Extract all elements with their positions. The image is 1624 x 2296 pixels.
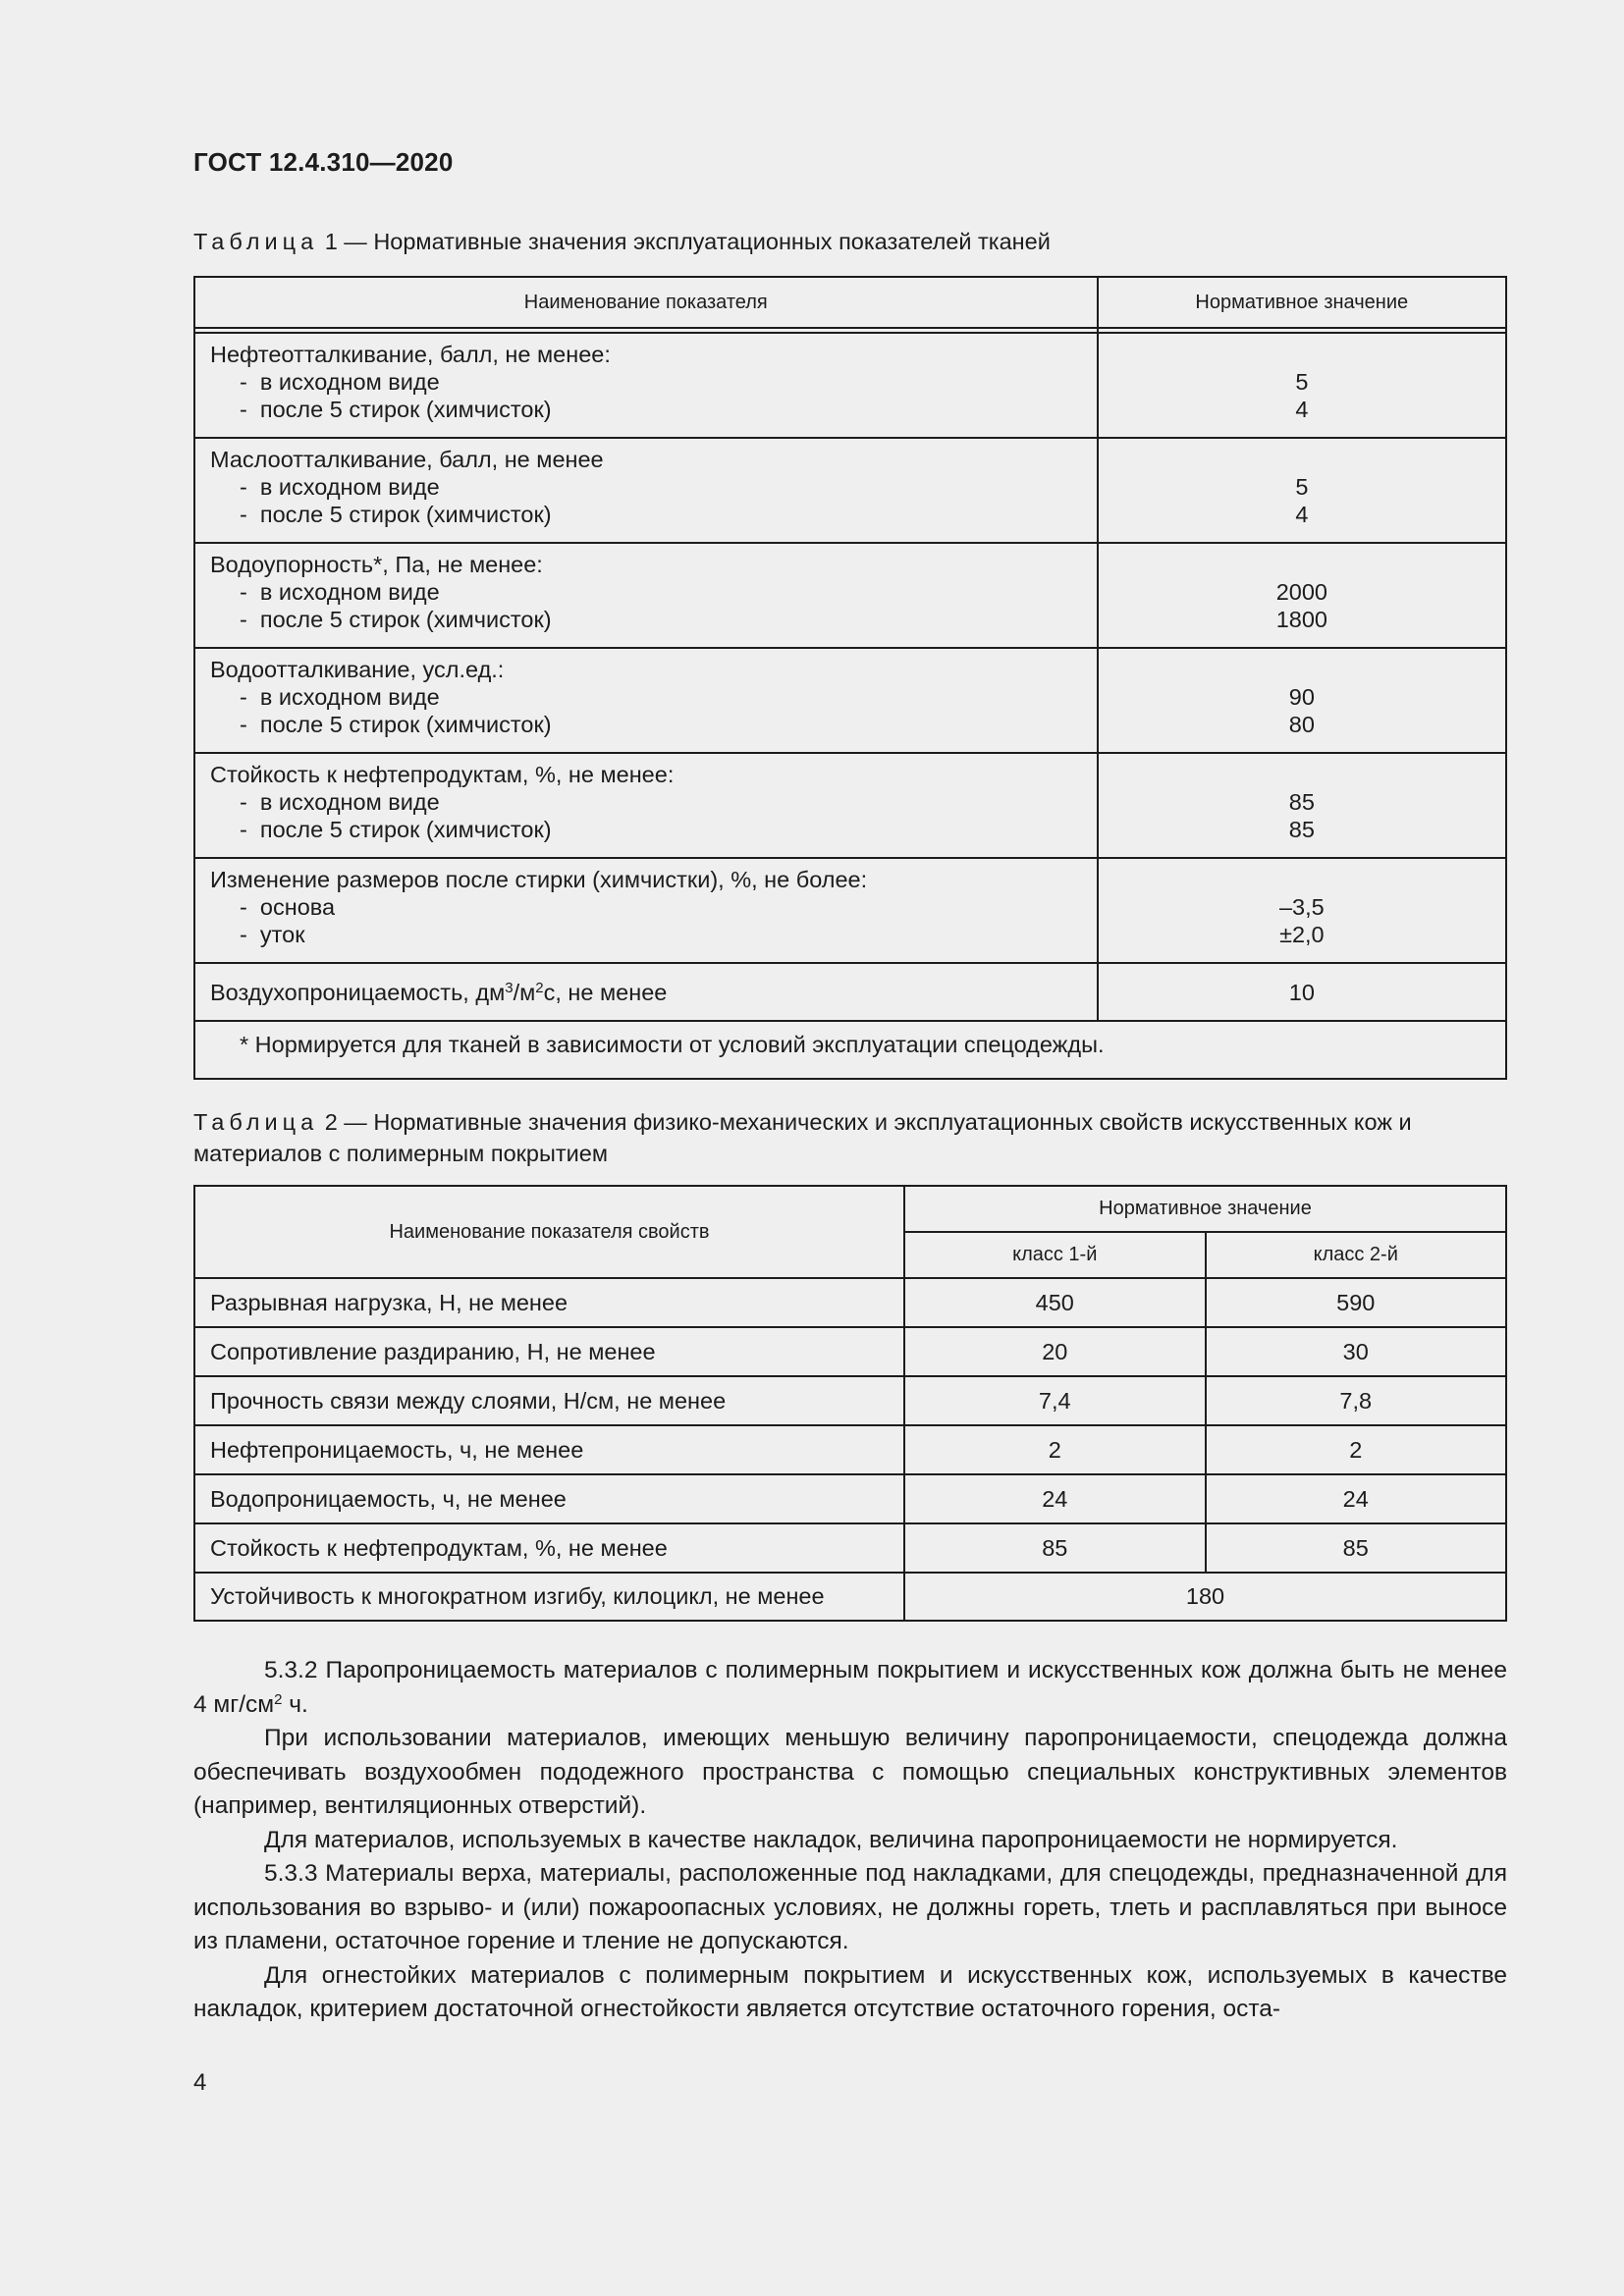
table1-row-value: 85 (1288, 817, 1315, 842)
table2-row-name: Нефтепроницаемость, ч, не менее (194, 1425, 904, 1474)
table1-row (194, 753, 1506, 858)
table1-row-values (1098, 648, 1506, 753)
table1-row-subitem: - в исходном виде (210, 788, 1083, 816)
table2-header-class1: класс 1-й (904, 1232, 1205, 1278)
paragraph-overlays: Для материалов, используемых в качестве накладок, величина паропроницаемости не нормируется. (264, 1826, 1398, 1853)
table1-row-subitem: - в исходном виде (210, 473, 1083, 501)
table1-row-subitem: - в исходном виде (210, 683, 1083, 711)
table2-row-class1: 24 (904, 1474, 1205, 1523)
table1-row-air: Воздухопроницаемость, $дм^3/м^2с$, не менее (194, 963, 1098, 1021)
paragraph-fire-resistant: Для огнестойких материалов с полимерным покрытием и искусственных кож, используемых в качестве накладок, критерием достаточной огнестойкости является отсутствие остаточного горения, оста- (193, 1961, 1507, 2022)
table1-row (194, 648, 1506, 753)
table2 (193, 1185, 1507, 1622)
table1-header-value: Нормативное значение (1098, 277, 1506, 328)
table1-row-name: Водоотталкивание, усл.ед.: - в исходном виде - после 5 стирок (химчисток) (194, 648, 1098, 753)
paragraph-5-3-3: 5.3.3 Материалы верха, материалы, расположенные под накладками, для спецодежды, предназначенной для использования во взрыво- и (или) пожароопасных условиях, не должны гореть, тлеть и расплавляться при выносе из пламени, остаточное горение и тление не допускаются. (193, 1860, 1507, 1954)
table1-row (194, 333, 1506, 438)
table1-row-name: Стойкость к нефтепродуктам, %, не менее: - в исходном виде - после 5 стирок (химчисток) (194, 753, 1098, 858)
table2-last-row-name: Устойчивость к многократном изгибу, килоцикл, не менее (194, 1573, 904, 1621)
table2-row-name: Прочность связи между слоями, Н/см, не менее (194, 1376, 904, 1425)
table1-row-subitem: - после 5 стирок (химчисток) (210, 396, 1083, 423)
table1-row-values (1098, 753, 1506, 858)
table1-row-value: 90 (1288, 684, 1315, 710)
paragraph-5-3-2: 5.3.2 Паропроницаемость материалов с полимерным покрытием и искусственных кож должна быть не менее 4 $мг/см^2$ ч. (193, 1657, 1507, 1718)
table1-row-value: ±2,0 (1279, 922, 1325, 947)
table2-row-class2: 24 (1206, 1474, 1507, 1523)
document-header: ГОСТ 12.4.310—2020 (193, 147, 454, 177)
table2-row (194, 1474, 1506, 1523)
table2-row (194, 1278, 1506, 1327)
table2-row-class1: 450 (904, 1278, 1205, 1327)
table2-caption (193, 1106, 1507, 1169)
table2-row (194, 1376, 1506, 1425)
table1-row-values (1098, 543, 1506, 648)
paragraph-vapor-low: При использовании материалов, имеющих меньшую величину паропроницаемости, спецодежда должна обеспечивать воздухообмен пододежного пространства с помощью специальных конструктивных элементов (например, вентиляционных отверстий). (193, 1725, 1507, 1819)
table1-caption-text: 1 — Нормативные значения эксплуатационных показателей тканей (324, 229, 1051, 254)
table2-header-name: Наименование показателя свойств (194, 1186, 904, 1278)
table1-row-name: Нефтеотталкивание, балл, не менее: - в исходном виде - после 5 стирок (химчисток) (194, 333, 1098, 438)
table1-row-values (1098, 438, 1506, 543)
body-text (193, 1654, 1507, 2027)
table1-row-name: Маслоотталкивание, балл, не менее - в исходном виде - после 5 стирок (химчисток) (194, 438, 1098, 543)
table2-header-class2: класс 2-й (1206, 1232, 1507, 1278)
table2-row-class2: 2 (1206, 1425, 1507, 1474)
table2-row-class2: 590 (1206, 1278, 1507, 1327)
table2-row (194, 1523, 1506, 1573)
table1-row-value: –3,5 (1278, 894, 1325, 920)
table2-row-name: Сопротивление раздиранию, Н, не менее (194, 1327, 904, 1376)
table1-body (193, 332, 1507, 1080)
table1-caption (193, 226, 1507, 257)
table2-row-class1: 85 (904, 1523, 1205, 1573)
page-number: 4 (193, 2069, 207, 2096)
table1-row-name: Водоупорность*, Па, не менее: - в исходном виде - после 5 стирок (химчисток) (194, 543, 1098, 648)
table1 (193, 276, 1507, 334)
table2-row-class2: 7,8 (1206, 1376, 1507, 1425)
table1-row-name: Изменение размеров после стирки (химчистки), %, не более: - основа - уток (194, 858, 1098, 963)
table1-row-value: 5 (1295, 369, 1309, 395)
table2-row-name: Стойкость к нефтепродуктам, %, не менее (194, 1523, 904, 1573)
table1-row-subitem: - после 5 стирок (химчисток) (210, 501, 1083, 528)
table1-row-value: 4 (1295, 397, 1309, 422)
table1-row-value: 4 (1295, 502, 1309, 527)
table2-last-row-value: 180 (904, 1573, 1506, 1621)
table2-row-class1: 7,4 (904, 1376, 1205, 1425)
table2-row-name: Разрывная нагрузка, Н, не менее (194, 1278, 904, 1327)
table1-row (194, 543, 1506, 648)
table1-row-subitem: - в исходном виде (210, 368, 1083, 396)
table2-caption-text: 2 — Нормативные значения физико-механических и эксплуатационных свойств искусственных кож и материалов с полимерным покрытием (193, 1109, 1412, 1166)
table1-row-values (1098, 333, 1506, 438)
table1-row-subitem: - после 5 стирок (химчисток) (210, 606, 1083, 633)
table1-row-subitem: - в исходном виде (210, 578, 1083, 606)
table1-row (194, 858, 1506, 963)
table1-row-subitem: - основа (210, 893, 1083, 921)
table1-row-value: 1800 (1275, 607, 1327, 632)
table2-row (194, 1327, 1506, 1376)
table1-footnote: * Нормируется для тканей в зависимости от условий эксплуатации спецодежды. (194, 1021, 1506, 1079)
table1-header-name: Наименование показателя (194, 277, 1098, 328)
table2-row (194, 1425, 1506, 1474)
table1-row-value: 85 (1288, 789, 1315, 815)
table2-row-class1: 20 (904, 1327, 1205, 1376)
table1-row-subitem: - уток (210, 921, 1083, 948)
table1-row-subitem: - после 5 стирок (химчисток) (210, 711, 1083, 738)
table2-row-name: Водопроницаемость, ч, не менее (194, 1474, 904, 1523)
table2-caption-prefix: Таблица (193, 1109, 319, 1135)
table1-row-subitem: - после 5 стирок (химчисток) (210, 816, 1083, 843)
table1-row-values (1098, 858, 1506, 963)
table2-header-value: Нормативное значение (904, 1186, 1506, 1232)
table1-row (194, 438, 1506, 543)
table1-caption-prefix: Таблица (193, 229, 319, 254)
table2-row-class2: 85 (1206, 1523, 1507, 1573)
table1-row-air-value: 10 (1098, 963, 1506, 1021)
table2-row-class2: 30 (1206, 1327, 1507, 1376)
table2-row-class1: 2 (904, 1425, 1205, 1474)
table1-row-value: 5 (1295, 474, 1309, 500)
table1-row-value: 2000 (1275, 579, 1327, 605)
table1-row-value: 80 (1288, 712, 1315, 737)
